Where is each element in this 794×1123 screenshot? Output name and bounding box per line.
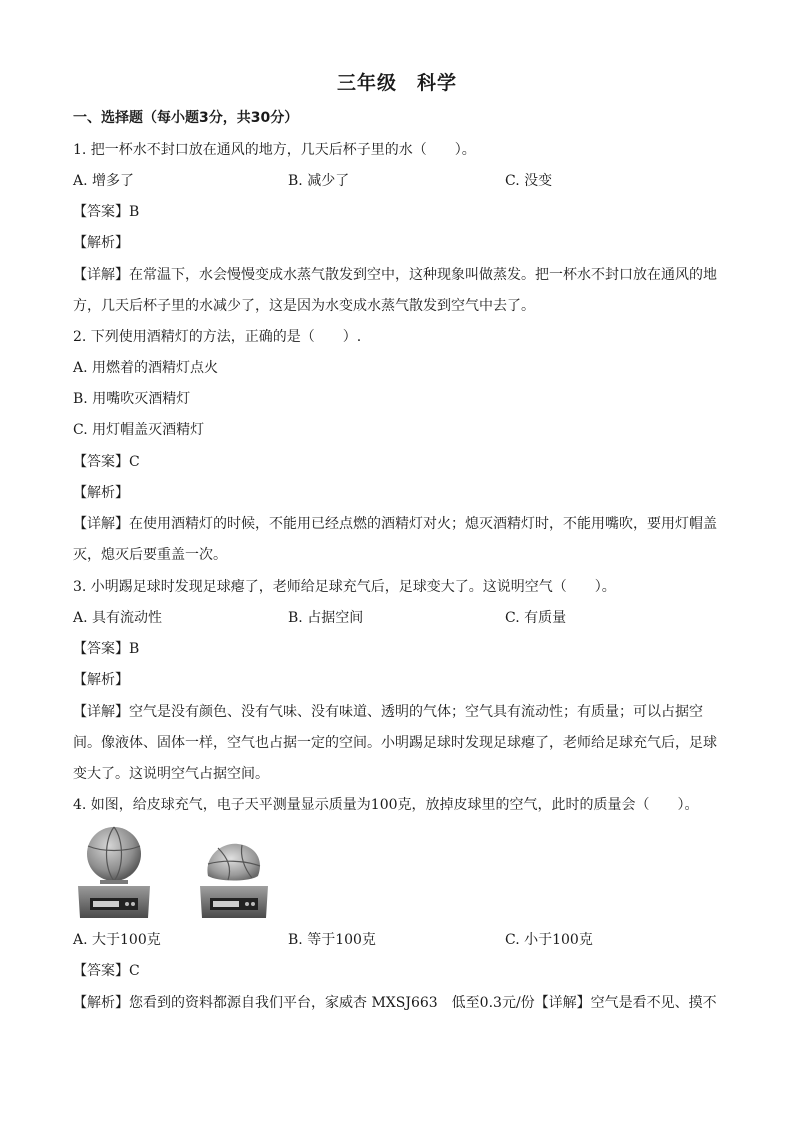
- title-subject: 科学: [417, 72, 458, 94]
- question-3-analysis: 【解析】: [73, 672, 129, 688]
- title-grade: 三年级: [336, 72, 397, 94]
- question-3-detail-line-1: 【详解】空气是没有颜色、没有气味、没有味道、透明的气体；空气具有流动性；有质量；可以占据空: [73, 704, 703, 720]
- question-3-detail-line-2: 间。像液体、固体一样，空气也占据一定的空间。小明踢足球时发现足球瘪了，老师给足球充气后，足球: [73, 735, 717, 751]
- question-4-analysis-line: 【解析】您看到的资料都源自我们平台，家威杏 MXSJ663 低至0.3元/份【详解】空气是看不见、摸不: [73, 995, 717, 1011]
- inflated-ball-scale-icon: [76, 826, 152, 922]
- question-4-stem: 4. 如图，给皮球充气，电子天平测量显示质量为100克，放掉皮球里的空气，此时的质量会（ ）。: [73, 797, 699, 813]
- question-2-answer: 【答案】C: [73, 454, 140, 470]
- deflated-ball-scale-icon: [198, 838, 270, 922]
- page-title: [0, 68, 794, 95]
- question-3-option-a: A. 具有流动性: [73, 610, 163, 626]
- question-1-detail-line-1: 【详解】在常温下，水会慢慢变成水蒸气散发到空中，这种现象叫做蒸发。把一杯水不封口放在通风的地: [73, 267, 717, 283]
- question-2-detail-line-1: 【详解】在使用酒精灯的时候，不能用已经点燃的酒精灯对火；熄灭酒精灯时，不能用嘴吹，要用灯帽盖: [73, 516, 717, 532]
- section-heading: 一、选择题（每小题3分，共30分）: [73, 110, 299, 126]
- question-4-option-b: B. 等于100克: [288, 932, 376, 948]
- figure-deflated-ball-on-scale: [198, 838, 270, 922]
- question-1-option-c: C. 没变: [505, 173, 553, 189]
- question-2-option-a: A. 用燃着的酒精灯点火: [73, 360, 219, 376]
- question-3-option-b: B. 占据空间: [288, 610, 364, 626]
- figure-inflated-ball-on-scale: [76, 826, 152, 922]
- question-2-detail-line-2: 灭，熄灭后要重盖一次。: [73, 547, 227, 563]
- question-4-option-a: A. 大于100克: [73, 932, 161, 948]
- question-3-option-c: C. 有质量: [505, 610, 567, 626]
- question-3-answer: 【答案】B: [73, 641, 140, 657]
- question-1-analysis: 【解析】: [73, 235, 129, 251]
- question-1-detail-line-2: 方，几天后杯子里的水减少了，这是因为水变成水蒸气散发到空气中去了。: [73, 298, 535, 314]
- question-3-detail-line-3: 变大了。这说明空气占据空间。: [73, 766, 269, 782]
- question-1-answer: 【答案】B: [73, 204, 140, 220]
- question-3-stem: 3. 小明踢足球时发现足球瘪了，老师给足球充气后，足球变大了。这说明空气（ ）。: [73, 579, 616, 595]
- question-1-stem: 1. 把一杯水不封口放在通风的地方，几天后杯子里的水（ ）。: [73, 142, 476, 158]
- question-2-option-b: B. 用嘴吹灭酒精灯: [73, 391, 191, 407]
- question-2-option-c: C. 用灯帽盖灭酒精灯: [73, 422, 205, 438]
- question-4-option-c: C. 小于100克: [505, 932, 593, 948]
- question-1-option-b: B. 减少了: [288, 173, 350, 189]
- question-2-analysis: 【解析】: [73, 485, 129, 501]
- question-4-answer: 【答案】C: [73, 963, 140, 979]
- question-1-option-a: A. 增多了: [73, 173, 135, 189]
- question-2-stem: 2. 下列使用酒精灯的方法，正确的是（ ）.: [73, 329, 362, 345]
